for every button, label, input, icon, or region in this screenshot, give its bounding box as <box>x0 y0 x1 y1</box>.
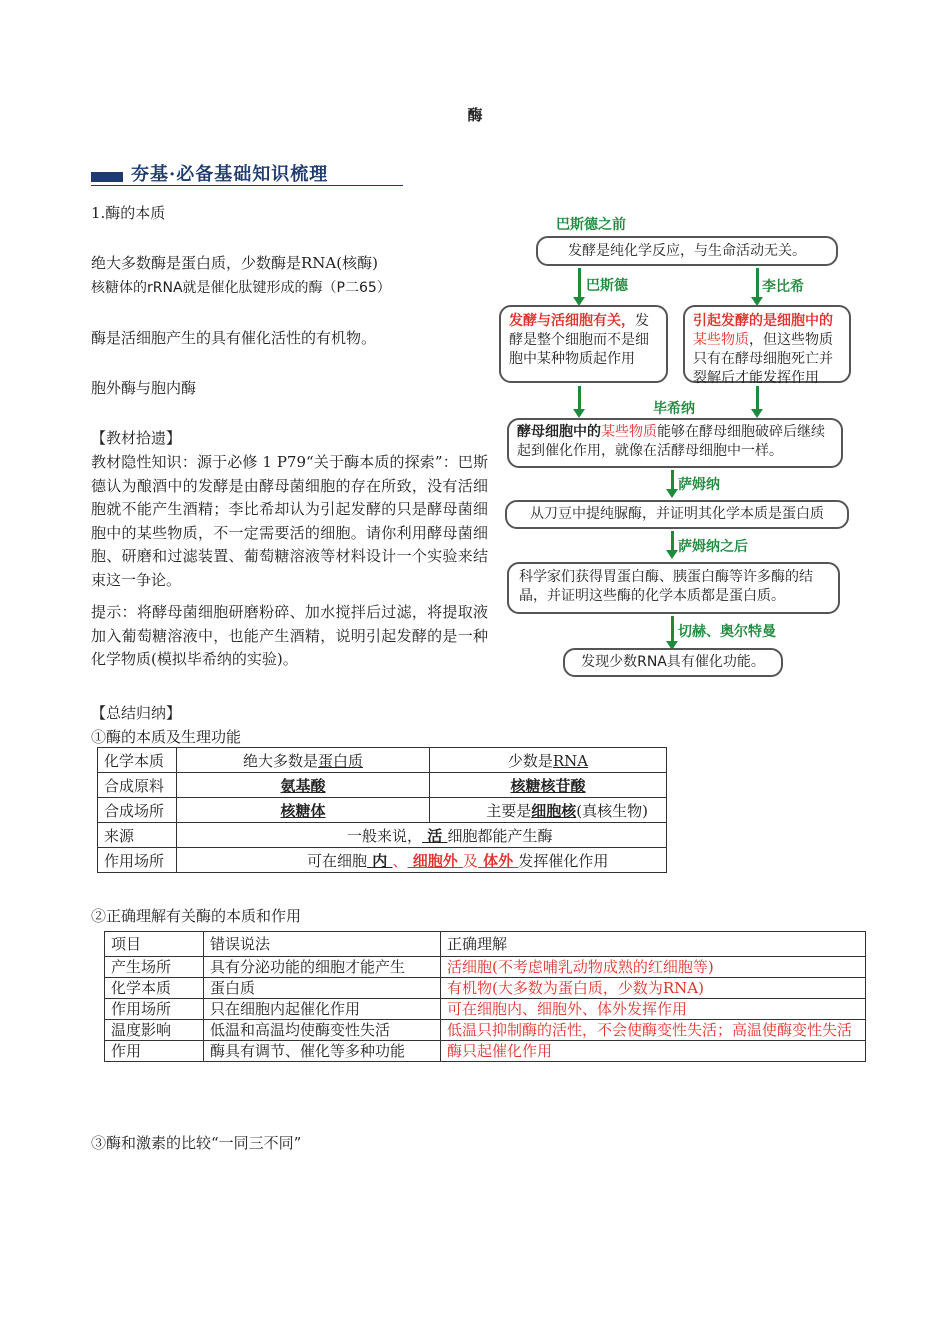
flow-box-1 <box>536 236 838 266</box>
table-cell: 只在细胞内起催化作用 <box>204 999 441 1020</box>
table-row <box>98 823 667 848</box>
text-line: 核糖体的rRNA就是催化肽键形成的酶（P二65） <box>91 280 391 296</box>
table-header-cell: 错误说法 <box>204 932 441 957</box>
cell-text-underlined: RNA <box>552 751 589 770</box>
table-header-cell: 正确理解 <box>441 932 866 957</box>
table-cell: 低温和高温均使酶变性失活 <box>204 1020 441 1041</box>
table-cell: 合成场所 <box>98 798 177 823</box>
flow-box-text-red: 发酵与活细胞有关， <box>509 313 635 329</box>
flow-box-text: 发酵是纯化学反应，与生命活动无关。 <box>568 243 806 259</box>
cell-text-underlined: 氨基酸 <box>280 776 326 795</box>
table-cell: 有机物(大多数为蛋白质，少数为RNA) <box>441 978 866 999</box>
text-line: 胞外酶与胞内酶 <box>91 379 197 397</box>
cell-text-underlined: 核糖核苷酸 <box>510 776 586 795</box>
table-row <box>105 1020 866 1041</box>
cell-text: 绝大多数是 <box>242 751 318 770</box>
flow-box-5 <box>505 500 849 529</box>
section-heading: ③酶和激素的比较“一同三不同” <box>91 1134 302 1152</box>
hint-text: 提示：将酵母菌细胞研磨粉碎、加水搅拌后过滤，将提取液加入葡萄糖溶液中，也能产生酒精，说明引起发酵的是一种化学物质(模拟毕希纳的实验)。 <box>91 603 488 668</box>
arrow-icon <box>756 386 759 410</box>
label-buchner: 毕希纳 <box>653 401 695 417</box>
section-heading: 1.酶的本质 <box>91 204 166 222</box>
pick-title: 【教材拾遗】 <box>91 429 182 447</box>
table-cell <box>177 748 430 773</box>
table-row <box>98 773 667 798</box>
text-line: 绝大多数酶是蛋白质，少数酶是RNA(核酶) <box>91 254 378 272</box>
table-cell: 可在细胞内、细胞外、体外发挥作用 <box>441 999 866 1020</box>
table-cell: 作用场所 <box>98 848 177 873</box>
table-row <box>98 848 667 873</box>
table-cell: 化学本质 <box>105 978 204 999</box>
table-header-cell: 项目 <box>105 932 204 957</box>
table-cell <box>177 823 667 848</box>
table2-caption: ②正确理解有关酶的本质和作用 <box>91 907 302 925</box>
table-cell: 作用 <box>105 1041 204 1062</box>
arrow-icon <box>756 268 759 298</box>
table-row <box>105 1041 866 1062</box>
table-cell <box>177 773 430 798</box>
table-row <box>98 748 667 773</box>
arrow-icon <box>671 531 674 551</box>
cell-text-underlined: 核糖体 <box>280 801 326 820</box>
cell-text: 、 <box>392 851 408 870</box>
flow-box-text: 科学家们获得胃蛋白酶、胰蛋白酶等许多酶的结晶，并证明这些酶的化学本质都是蛋白质。 <box>519 569 813 604</box>
banner-bar <box>91 172 123 182</box>
table-cell: 合成原料 <box>98 773 177 798</box>
arrow-icon <box>671 470 674 490</box>
pick-text: 教材隐性知识：源于必修 1 P79“关于酶本质的探索”：巴斯德认为酿酒中的发酵是由酵母菌细胞的存在所致，没有活细胞就不能产生酒精；李比希却认为引起发酵的只是酵母菌细胞中的某些物质，不一定需要活的细胞。请你利用酵母菌细胞、研磨和过滤装置、葡萄糖溶液等材料设计一个实验来结束这一争论。 <box>91 453 488 589</box>
label-sumner: 萨姆纳 <box>678 477 720 493</box>
table-cell <box>430 773 667 798</box>
cell-text: (真核生物) <box>576 801 648 820</box>
table-cell: 低温只抑制酶的活性，不会使酶变性失活；高温使酶变性失活 <box>441 1020 866 1041</box>
cell-text: 一般来说， <box>347 826 423 845</box>
label-before-pasteur: 巴斯德之前 <box>556 217 626 233</box>
flow-box-text-red: 某些物质 <box>601 424 657 440</box>
table-cell: 酶具有调节、催化等多种功能 <box>204 1041 441 1062</box>
table-cell: 具有分泌功能的细胞才能产生 <box>204 957 441 978</box>
flow-box-text-red: 引起发酵的是细胞中的 <box>693 313 833 329</box>
flow-box-7 <box>563 648 783 677</box>
table-row <box>105 999 866 1020</box>
flow-box-4 <box>507 418 843 468</box>
table1-caption: ①酶的本质及生理功能 <box>91 728 242 746</box>
cell-text: 少数是 <box>507 751 553 770</box>
cell-text: 细胞都能产生酶 <box>447 826 553 845</box>
flow-box-text: 能够在酵母细胞破碎后继续起到催化作用，就像在活酵母细胞中一样。 <box>517 424 825 459</box>
table-row <box>105 957 866 978</box>
flow-box-text: 从刀豆中提纯脲酶，并证明其化学本质是蛋白质 <box>530 506 824 522</box>
arrow-icon <box>578 268 581 298</box>
label-cech-altman: 切赫、奥尔特曼 <box>678 624 776 640</box>
table-cell: 作用场所 <box>105 999 204 1020</box>
table-cell: 来源 <box>98 823 177 848</box>
arrow-icon <box>671 616 674 642</box>
table-cell <box>430 798 667 823</box>
flow-box-text: 发酵是整个细胞而不是细胞中某种物质起作用 <box>509 313 649 367</box>
cell-text: 及 <box>462 851 478 870</box>
cell-text-underlined: 蛋白质 <box>318 751 364 770</box>
table-cell: 产生场所 <box>105 957 204 978</box>
label-pasteur: 巴斯德 <box>586 278 628 294</box>
cell-text: 可在细胞 <box>307 851 368 870</box>
cell-text-underlined: 细胞核 <box>531 801 577 820</box>
flow-box-2 <box>499 305 668 383</box>
table-cell <box>177 798 430 823</box>
enzyme-nature-table <box>97 747 667 873</box>
cell-text: 主要是 <box>486 801 532 820</box>
table-cell <box>177 848 667 873</box>
table-cell: 活细胞(不考虑哺乳动物成熟的红细胞等) <box>441 957 866 978</box>
flow-box-text: 发现少数RNA具有催化功能。 <box>581 654 765 670</box>
flow-box-6 <box>507 562 840 614</box>
banner-underline <box>91 185 403 186</box>
summary-title: 【总结归纳】 <box>91 704 182 722</box>
table-row <box>98 798 667 823</box>
flow-box-text-red: 某些物质 <box>693 332 749 348</box>
table-row <box>105 978 866 999</box>
flow-box-3 <box>683 305 851 386</box>
table-header-row <box>105 932 866 957</box>
arrow-icon <box>578 386 581 410</box>
table-cell <box>430 748 667 773</box>
table-cell: 化学本质 <box>98 748 177 773</box>
enzyme-understanding-table <box>104 931 866 1062</box>
table-cell: 温度影响 <box>105 1020 204 1041</box>
flow-box-text: ，但这些物质只有在酵母细胞死亡并裂解后才能发挥作用 <box>693 332 833 386</box>
label-after-sumner: 萨姆纳之后 <box>678 539 748 555</box>
table-cell: 蛋白质 <box>204 978 441 999</box>
cell-text-underlined: 体外 <box>477 851 519 870</box>
text-line: 酶是活细胞产生的具有催化活性的有机物。 <box>91 329 377 347</box>
label-liebig: 李比希 <box>762 279 804 295</box>
cell-text: 发挥催化作用 <box>518 851 609 870</box>
banner-text: 夯基·必备基础知识梳理 <box>131 164 329 185</box>
table-cell: 酶只起催化作用 <box>441 1041 866 1062</box>
cell-text-underlined: 细胞外 <box>407 851 463 870</box>
section-banner <box>91 158 403 188</box>
page-title: 酶 <box>467 106 483 124</box>
flow-box-text: 酵母细胞中的 <box>517 424 601 440</box>
cell-text-underlined: 活 <box>422 826 448 845</box>
cell-text-underlined: 内 <box>367 851 393 870</box>
